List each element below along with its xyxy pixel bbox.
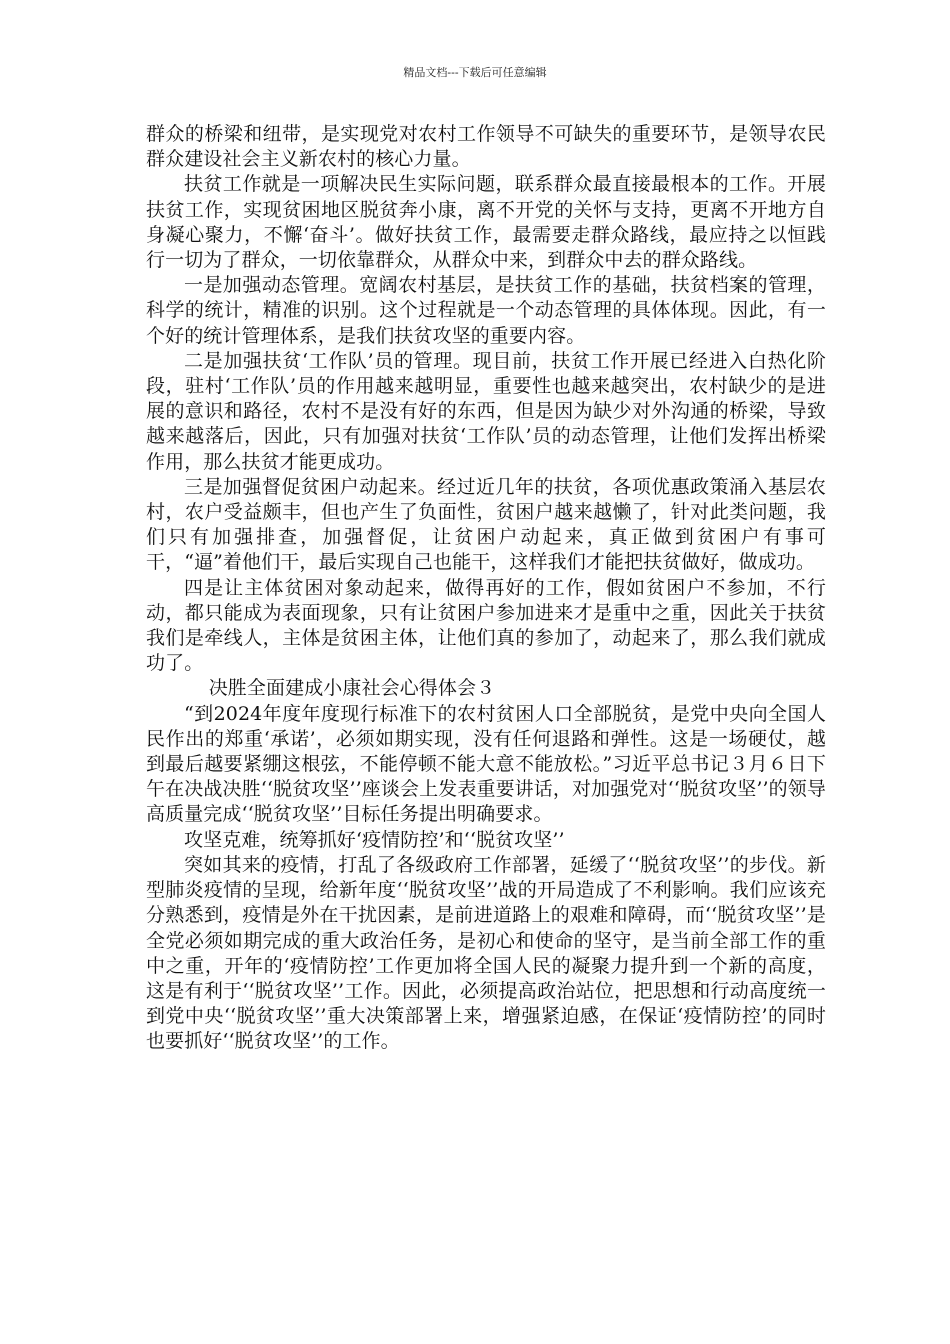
page-header: 精品文档---下载后可任意编辑 xyxy=(403,66,547,79)
paragraph: 攻坚克难，统筹抓好‘疫情防控’和‘‘脱贫攻坚’’ xyxy=(184,828,565,851)
paragraph: 四是让主体贫困对象动起来，做得再好的工作，假如贫困户不参加，不行动，都只能成为表面现象，只有让贫困户参加进来才是重中之重，因此关于扶贫我们是牵线人，主体是贫困主体，让他们真的参加了，动起来了，那么我们就成功了。 xyxy=(146,576,826,675)
paragraph: 群众的桥梁和纽带，是实现党对农村工作领导不可缺失的重要环节，是领导农民群众建设社会主义新农村的核心力量。 xyxy=(146,123,826,171)
paragraph: 三是加强督促贫困户动起来。经过近几年的扶贫，各项优惠政策涌入基层农村，农户受益颇丰，但也产生了负面性，贫困户越来越懒了，针对此类问题，我们只有加强排查，加强督促，让贫困户动起来，真正做到贫困户有事可干，“逼”着他们干，最后实现自己也能干，这样我们才能把扶贫做好，做成功。 xyxy=(146,475,826,574)
paragraph: 突如其来的疫情，打乱了各级政府工作部署，延缓了‘‘脱贫攻坚’’的步伐。新型肺炎疫情的呈现，给新年度‘‘脱贫攻坚’’战的开局造成了不利影响。我们应该充分熟悉到，疫情是外在干扰因素，是前进道路上的艰难和障碍，而‘‘脱贫攻坚’’是全党必须如期完成的重大政治任务，是初心和使命的坚守，是当前全部工作的重中之重，开年的‘疫情防控’工作更加将全国人民的凝聚力提升到一个新的高度，这是有利于‘‘脱贫攻坚’’工作。因此，必须提高政治站位，把思想和行动高度统一到党中央‘‘脱贫攻坚’’重大决策部署上来，增强紧迫感，在保证‘疫情防控’的同时也要抓好‘‘脱贫攻坚’’的工作。 xyxy=(146,853,826,1053)
section-heading: 决胜全面建成小康社会心得体会３ xyxy=(208,677,496,700)
paragraph: 二是加强扶贫‘工作队’员的管理。现目前，扶贫工作开展已经进入白热化阶段，驻村‘工作队’员的作用越来越明显，重要性也越来越突出，农村缺少的是进展的意识和路径，农村不是没有好的东西，但是因为缺少对外沟通的桥梁，导致越来越落后，因此，只有加强对扶贫‘工作队’员的动态管理，让他们发挥出桥梁作用，那么扶贫才能更成功。 xyxy=(146,349,826,473)
paragraph: 一是加强动态管理。宽阔农村基层，是扶贫工作的基础，扶贫档案的管理，科学的统计，精准的识别。这个过程就是一个动态管理的具体体现。因此，有一个好的统计管理体系，是我们扶贫攻坚的重要内容。 xyxy=(146,274,826,347)
paragraph: “到2024年度年度现行标准下的农村贫困人口全部脱贫，是党中央向全国人民作出的郑重‘承诺’，必须如期实现，没有任何退路和弹性。这是一场硬仗，越到最后越要紧绷这根弦，不能停顿不能大意不能放松。”习近平总书记３月６日下午在决战决胜‘‘脱贫攻坚’’座谈会上发表重要讲话，对加强党对‘‘脱贫攻坚’’的领导高质量完成‘‘脱贫攻坚’’目标任务提出明确要求。 xyxy=(146,702,826,826)
document-body xyxy=(146,122,826,1055)
paragraph: 扶贫工作就是一项解决民生实际问题，联系群众最直接最根本的工作。开展扶贫工作，实现贫困地区脱贫奔小康，离不开党的关怀与支持，更离不开地方自身凝心聚力，不懈‘奋斗’。做好扶贫工作，最需要走群众路线，最应持之以恒践行一切为了群众，一切依靠群众，从群众中来，到群众中去的群众路线。 xyxy=(146,173,826,272)
